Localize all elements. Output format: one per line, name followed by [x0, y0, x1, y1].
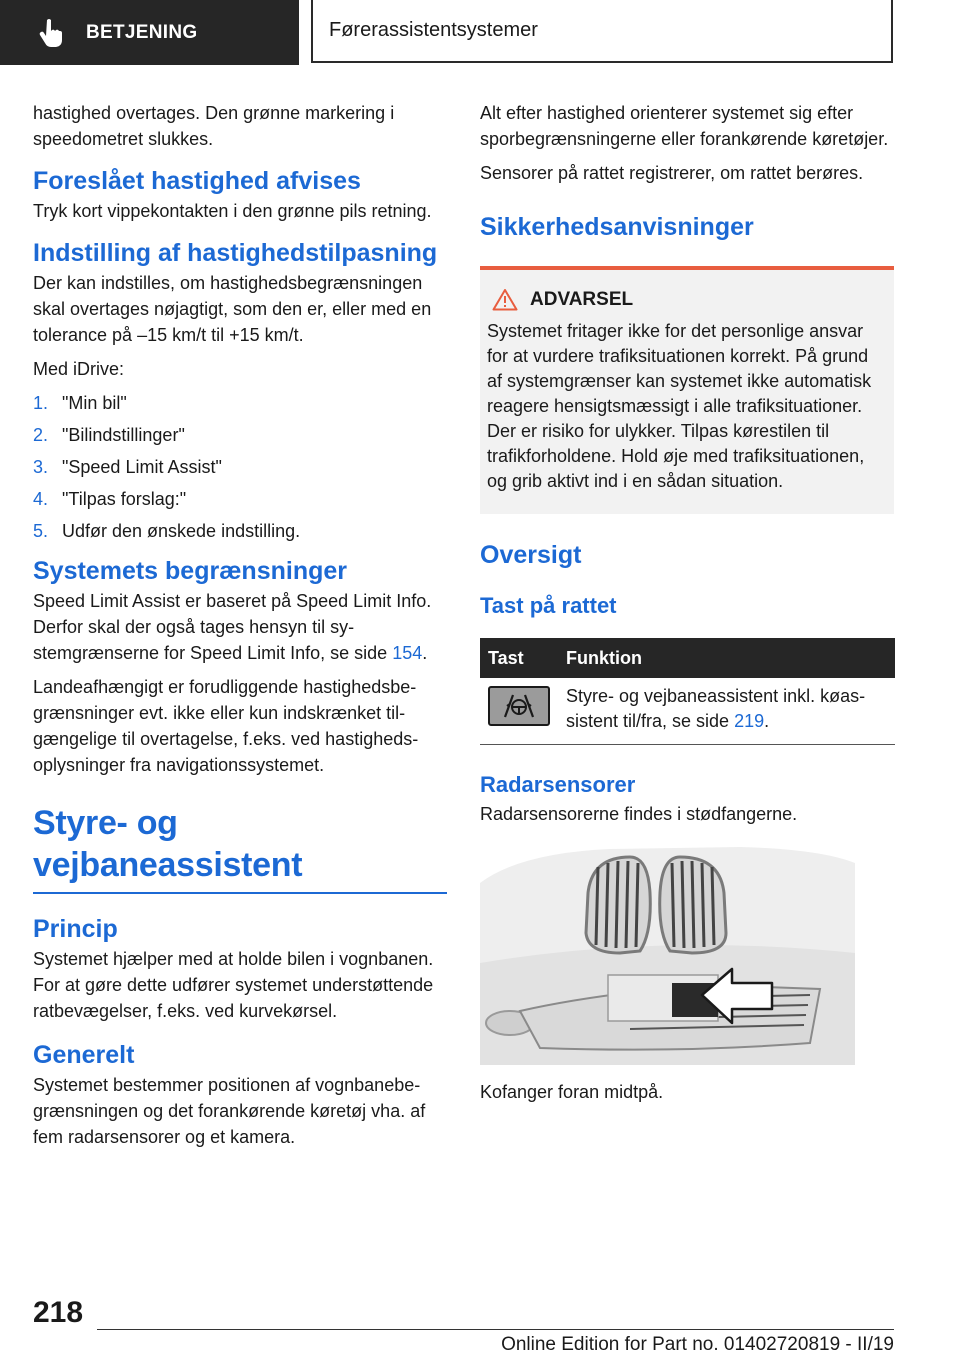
steering-lane-assist-icon: [488, 686, 550, 726]
step-number: 4.: [33, 489, 49, 509]
step-number: 1.: [33, 393, 49, 413]
adjust-heading: Indstilling af hastighedstilpasning: [33, 239, 438, 267]
princip-heading: Princip: [33, 915, 118, 943]
table-cell-key: [480, 678, 558, 745]
warning-triangle-icon: [492, 288, 518, 311]
column-header: Funktion: [558, 638, 895, 678]
step-text: "Min bil": [62, 393, 127, 413]
warning-box: [480, 266, 894, 514]
image-caption: Kofanger foran midtpå.: [480, 1082, 664, 1102]
column-header: Tast: [480, 638, 558, 678]
button-heading: Tast på rattet: [480, 593, 617, 618]
general-text: Systemet bestemmer positionen af vognbanebegrænsningen og det forankørende køretøj vha. af fem radarsensorer og et kamera.: [33, 1075, 426, 1147]
limits-heading: Systemets begrænsninger: [33, 557, 347, 585]
table-cell-function: [558, 678, 895, 745]
section-title: BETJENING: [86, 21, 198, 43]
overview-heading: Oversigt: [480, 541, 582, 569]
step-number: 2.: [33, 425, 49, 445]
page-link-219[interactable]: 219: [734, 711, 765, 731]
function-text: Styre- og vejbaneassistent inkl. køassistent til/fra, se side: [566, 686, 866, 731]
period: .: [764, 711, 770, 731]
radar-heading: Radarsensorer: [480, 772, 636, 797]
list-item: [33, 454, 447, 480]
limits-text-2: Landeafhængigt er forudliggende hastighedsbegrænsninger evt. ikke eller kun indskrænket tilgængelige til overtagelse, f.eks. ved hastighedsoplysninger fra navigationssystemet.: [33, 677, 419, 775]
general-heading: Generelt: [33, 1041, 135, 1069]
sensors-text: Sensorer på rattet registrerer, om rattet berøres.: [480, 163, 864, 183]
warning-text: Systemet fritager ikke for det personlige ansvar for at vurdere trafiksituationen korrekt. På grund af systemgrænser kan systemet ikke automatisk reagere hensigtsmæssigt i alle trafiksituationer. Der er risiko for ulykker. Tilpas kørestilen til trafikforholdene. Hold øje med trafiksituationen, og grib aktivt ind i en sådan situation.: [487, 321, 872, 491]
warning-label: ADVARSEL: [530, 288, 634, 310]
heading-rule: [33, 892, 447, 894]
main-heading: Styre- og vejbaneassistent: [33, 804, 303, 884]
table-header-row: [480, 638, 895, 678]
right-column: [480, 100, 894, 1105]
kidney-grille-left: [586, 857, 650, 953]
section-tab: [0, 0, 299, 65]
left-column: [33, 100, 447, 1150]
edition-text: Online Edition for Part no. 01402720819 - II/19: [501, 1334, 894, 1355]
steps-list: [33, 390, 447, 544]
page-link-154[interactable]: 154: [392, 643, 423, 663]
step-text: "Speed Limit Assist": [62, 457, 222, 477]
step-number: 5.: [33, 521, 49, 541]
list-item: [33, 390, 447, 416]
adjust-text: Der kan indstilles, om hastighedsbegrænsningen skal overtages nøjagtigt, som den er, eller med en tolerance på –15 km/t til +15 km/t.: [33, 273, 432, 345]
list-item: [33, 422, 447, 448]
step-text: Udfør den ønskede indstilling.: [62, 521, 301, 541]
step-text: "Bilindstillinger": [62, 425, 185, 445]
reject-text: Tryk kort vippekontakten i den grønne pils retning.: [33, 201, 432, 221]
radar-text: Radarsensorerne findes i stødfangerne.: [480, 804, 798, 824]
footer-rule: [97, 1329, 894, 1330]
warning-header: [487, 288, 887, 311]
right-intro: Alt efter hastighed orienterer systemet sig efter sporbegrænsningerne eller forankørende køretøjer.: [480, 103, 889, 149]
intro-text: hastighed overtages. Den grønne markering i speedometret slukkes.: [33, 103, 395, 149]
chapter-header: [311, 0, 893, 63]
hand-pointer-icon: [38, 18, 64, 48]
kidney-grille-right: [660, 857, 726, 953]
step-number: 3.: [33, 457, 49, 477]
list-item: [33, 486, 447, 512]
page-number: 218: [33, 1296, 84, 1329]
limits-text: [33, 588, 447, 666]
idrive-label: Med iDrive:: [33, 359, 125, 379]
button-table: [480, 638, 895, 745]
reject-heading: Foreslået hastighed afvises: [33, 167, 361, 195]
table-row: [480, 678, 895, 745]
list-item: [33, 518, 447, 544]
safety-heading: Sikkerhedsanvisninger: [480, 213, 754, 241]
chapter-title: Førerassistentsystemer: [329, 19, 538, 41]
step-text: "Tilpas forslag:": [62, 489, 187, 509]
front-bumper-image: [480, 843, 855, 1065]
princip-text: Systemet hjælper med at holde bilen i vognbanen. For at gøre dette udfører systemet understøttende ratbevægelser, f.eks. ved kurvekørsel.: [33, 949, 434, 1021]
period: .: [422, 643, 428, 663]
limits-text-body: Speed Limit Assist er baseret på Speed Limit Info. Derfor skal der også tages hensyn til systemgrænserne for Speed Limit Info, se side: [33, 591, 432, 663]
